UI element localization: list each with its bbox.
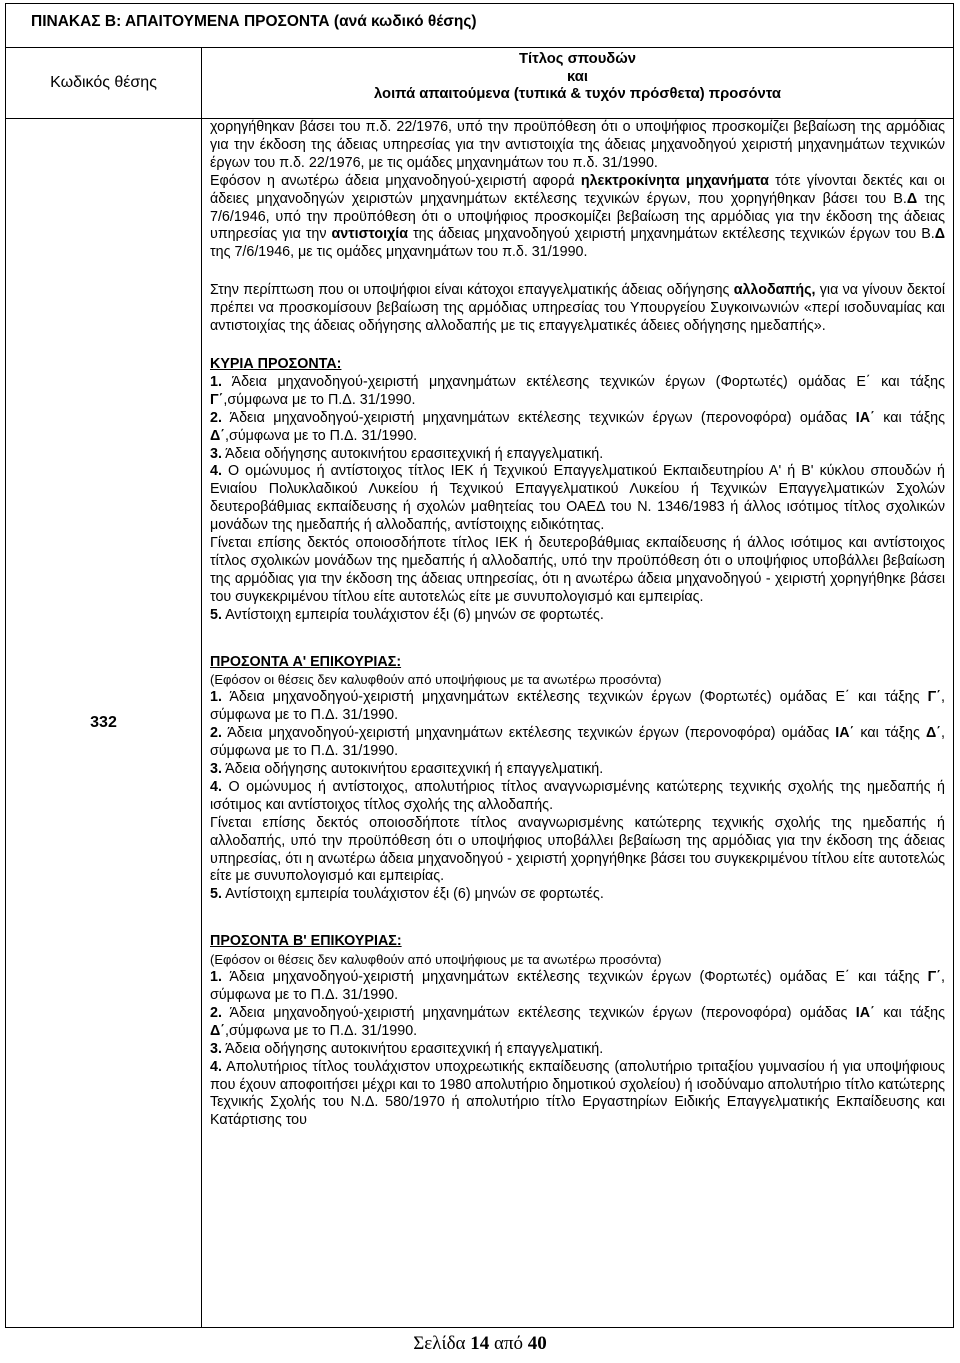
main-item-5: 5. Αντίστοιχη εμπειρία τουλάχιστον έξι (6) μηνών σε φορτωτές. (210, 606, 604, 623)
main-item-2: 2. Άδεια μηχανοδηγού-χειριστή μηχανημάτων εκτέλεσης τεχνικών έργων (περονοφόρα) ομάδας ΙΑ΄ και τάξης Δ΄,σύμφωνα με το Π.Δ. 31/1990. (210, 409, 945, 444)
aux-b-item-2: 2. Άδεια μηχανοδηγού-χειριστή μηχανημάτων εκτέλεσης τεχνικών έργων (περονοφόρα) ομάδας ΙΑ΄ και τάξης Δ΄,σύμφωνα με το Π.Δ. 31/1990. (210, 1004, 945, 1039)
aux-b-item-1: 1. Άδεια μηχανοδηγού-χειριστή μηχανημάτων εκτέλεσης τεχνικών έργων (Φορτωτές) ομάδας Ε΄ και τάξης Γ΄, σύμφωνα με το Π.Δ. 31/1990. (210, 969, 945, 1003)
aux-b-item-4: 4. Απολυτήριος τίτλος τουλάχιστον υποχρεωτικής εκπαίδευσης (απολυτήριο τριταξίου γυμνασίου ή για υποψήφιους που έχουν αποφοιτήσει μέχρι και το 1980 απολυτήριο δημοτικού σχολείου) ή ισοδύναμο απολυτήριο τίτλο κατώτερης Τεχνικής Σχολής του Ν.Δ. 580/1970 ή απολυτήριο τίτλο Εργαστηρίων Ειδικής Επαγγελματικής Εκπαίδευσης και Κατάρτισης του (210, 1058, 945, 1129)
main-qualifications (210, 356, 945, 625)
intro-paragraph-3: Στην περίπτωση που οι υποψήφιοι είναι κάτοχοι επαγγελματικής άδειας οδήγησης αλλοδαπής, για να γίνουν δεκτοί πρέπει να προσκομίσουν βεβαίωση της αρμόδιας υπηρεσίας του Υπουργείου Συγκοινωνιών «περί ισοδυναμίας και αντιστοιχίας της άδειας οδήγησης αλλοδαπής με τις επαγγελματικές άδειες οδήγησης ημεδαπής». (210, 282, 945, 335)
main-item-1: 1. Άδεια μηχανοδηγού-χειριστή μηχανημάτων εκτέλεσης τεχνικών έργων (Φορτωτές) ομάδας Ε΄ και τάξης Γ΄,σύμφωνα με το Π.Δ. 31/1990. (210, 373, 945, 408)
aux-a-qualifications (210, 654, 945, 905)
aux-a-item-5: 5. Αντίστοιχη εμπειρία τουλάχιστον έξι (6) μηνών σε φορτωτές. (210, 886, 604, 903)
aux-b-note: (Εφόσον οι θέσεις δεν καλυφθούν από υποψήφιους με τα ανωτέρω προσόντα) (210, 952, 662, 968)
intro-paragraph-2: Εφόσον η ανωτέρω άδεια μηχανοδηγού-χειριστή αφορά ηλεκτροκίνητα μηχανήματα τότε γίνονται δεκτές και οι άδειες μηχανοδηγών χειριστών μηχανημάτων εκτέλεσης τεχνικών έργων, που χορηγήθηκαν βάσει του Β.Δ της 7/6/1946, υπό την προϋπόθεση ότι ο υποψήφιος προσκομίζει βεβαίωση της αρμόδιας για την έκδοση της άδειας υπηρεσίας για την αντιστοιχία της άδειας μηχανοδηγού χειριστή μηχανημάτων εκτέλεσης τεχνικών έργων του Β.Δ της 7/6/1946, με τις ομάδες μηχανημάτων του π.δ. 31/1990. (210, 172, 945, 261)
main-item-4: 4. Ο ομώνυμος ή αντίστοιχος τίτλος ΙΕΚ ή Τεχνικού Επαγγελματικού Εκπαιδευτηρίου Α' ή Β' κύκλου σπουδών ή Ενιαίου Πολυκλαδικού Λυκείου ή Τεχνικού Επαγγελματικού Λυκείου ή Τεχνικών Επαγγελματικών Σχολών δευτεροβάθμιας εκπαίδευσης ή σχολών μαθητείας του ΟΑΕΔ του Ν. 1346/1983 ή άλλος ισότιμος τίτλος σχολικών μονάδων της ημεδαπής ή αλλοδαπής, αντίστοιχης ειδικότητας. (210, 463, 945, 534)
main-heading: ΚΥΡΙΑ ΠΡΟΣΟΝΤΑ: (210, 355, 342, 372)
position-code: 332 (6, 119, 202, 1328)
aux-a-item-4-extra: Γίνεται επίσης δεκτός οποιοσδήποτε τίτλος αναγνωρισμένης κατώτερης τεχνικής σχολής της ημεδαπής ή αλλοδαπής, υπό την προϋπόθεση ότι ο υποψήφιος υποβάλλει βεβαίωση της αρμόδιας για την έκδοση της άδειας υπηρεσίας, ότι η ανωτέρω άδεια μηχανοδηγού - χειριστή χορηγήθηκε βάσει του συγκεκριμένου τίτλου είτε αυτοτελώς είτε με συνυπολογισμό και εμπειρίας. (210, 814, 945, 885)
aux-b-heading: ΠΡΟΣΟΝΤΑ Β' ΕΠΙΚΟΥΡΙΑΣ: (210, 933, 402, 950)
requirements-table (5, 3, 954, 1328)
page-footer: Σελίδα 14 από 40 (413, 1333, 547, 1354)
page-title: ΠΙΝΑΚΑΣ Β: ΑΠΑΙΤΟΥΜΕΝΑ ΠΡΟΣΟΝΤΑ (ανά κωδικό θέσης) (6, 4, 954, 48)
aux-a-item-1: 1. Άδεια μηχανοδηγού-χειριστή μηχανημάτων εκτέλεσης τεχνικών έργων (Φορτωτές) ομάδας Ε΄ και τάξης Γ΄, σύμφωνα με το Π.Δ. 31/1990. (210, 689, 945, 724)
aux-a-item-2: 2. Άδεια μηχανοδηγού-χειριστή μηχανημάτων εκτέλεσης τεχνικών έργων (περονοφόρα) ομάδας ΙΑ΄ και τάξης Δ΄, σύμφωνα με το Π.Δ. 31/1990. (210, 725, 945, 760)
aux-a-note: (Εφόσον οι θέσεις δεν καλυφθούν από υποψήφιους με τα ανωτέρω προσόντα) (210, 672, 662, 688)
aux-a-item-3: 3. Άδεια οδήγησης αυτοκινήτου ερασιτεχνική ή επαγγελματική. (210, 761, 604, 777)
requirements-content (202, 119, 954, 1328)
aux-b-qualifications (210, 933, 945, 1130)
title-header-line3: λοιπά απαιτούμενα (τυπικά & τυχόν πρόσθετα) προσόντα (373, 86, 781, 102)
title-header-line2: και (567, 68, 588, 85)
main-item-4-extra: Γίνεται επίσης δεκτός οποιοσδήποτε τίτλος ΙΕΚ ή δευτεροβάθμιας εκπαίδευσης ή άλλος ισότιμος και αντίστοιχος τίτλος σχολικών μονάδων της ημεδαπής ή αλλοδαπής, υπό την προϋπόθεση ότι ο υποψήφιος υποβάλλει βεβαίωση της αρμόδιας για την έκδοση της άδειας υπηρεσίας, ότι η ανωτέρω άδεια μηχανοδηγού - χειριστή χορηγήθηκε βάσει του συγκεκριμένου τίτλου είτε αυτοτελώς είτε με συνυπολογισμό και εμπειρίας. (210, 535, 945, 605)
aux-a-item-4: 4. Ο ομώνυμος ή αντίστοιχος, απολυτήριος τίτλος αναγνωρισμένης κατώτερης τεχνικής σχολής της ημεδαπής ή ισότιμος και αντίστοιχος τίτλος σχολής της αλλοδαπής. (210, 778, 945, 813)
main-item-3: 3. Άδεια οδήγησης αυτοκινήτου ερασιτεχνική ή επαγγελματική. (210, 445, 604, 462)
code-header: Κωδικός θέσης (6, 48, 202, 119)
title-header-line1: Τίτλος σπουδών (518, 51, 637, 67)
title-header (202, 48, 954, 119)
aux-a-heading: ΠΡΟΣΟΝΤΑ Α' ΕΠΙΚΟΥΡΙΑΣ: (210, 653, 402, 670)
aux-b-item-3: 3. Άδεια οδήγησης αυτοκινήτου ερασιτεχνική ή επαγγελματική. (210, 1040, 604, 1057)
intro-paragraph-1: χορηγήθηκαν βάσει του π.δ. 22/1976, υπό την προϋπόθεση ότι ο υποψήφιος προσκομίζει βεβαίωση της αρμόδιας για την έκδοση της άδειας υπηρεσίας για την αντιστοιχία της άδειας μηχανοδηγού χειριστή μηχανημάτων τεχνικών έργων του π.δ. 22/1976, με τις ομάδες μηχανημάτων του π.δ. 31/1990. (210, 119, 945, 171)
